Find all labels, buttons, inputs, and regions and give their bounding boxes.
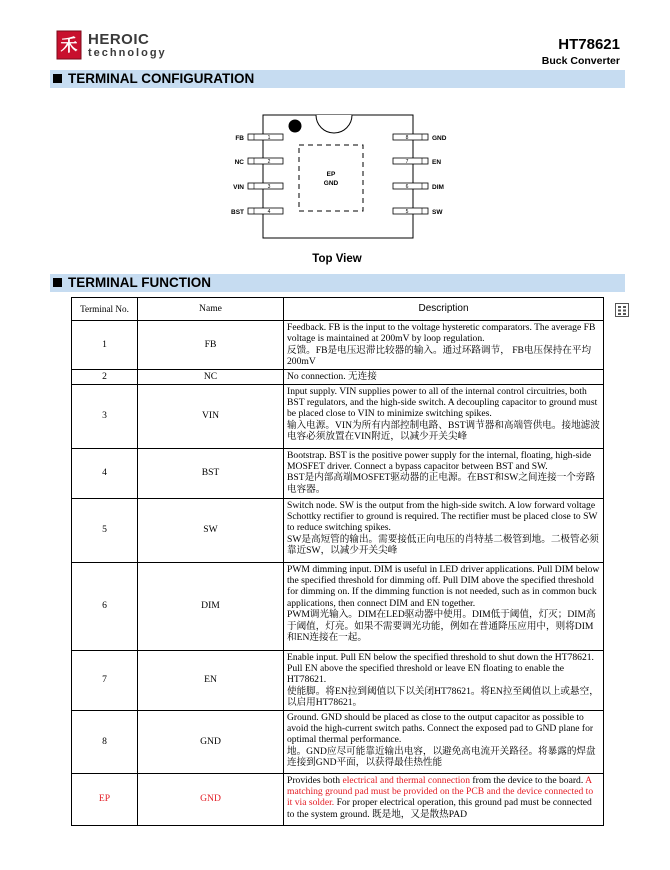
package-body (263, 115, 413, 238)
terminal-name: VIN (138, 384, 284, 448)
terminal-name: BST (138, 448, 284, 498)
pin-number: 7 (405, 159, 409, 165)
terminal-description: PWM dimming input. DIM is useful in LED driver applications. Pull DIM below the specified threshold for dimming off. Pull DIM above the specified threshold for dimming on. If the dimming function is not needed, such as in common buck applications, then connect DIM and EN together. PWM调光输入。DIM在LED驱动器中使用。DIM低于阈值，灯灭；DIM高于阈值，灯亮。如果不需要调光功能，例如在普通降压应用中，则将DIM和EN连接在一起。 (284, 562, 604, 650)
terminal-name: GND (138, 710, 284, 773)
terminal-no: 1 (72, 321, 138, 370)
part-description: Buck Converter (541, 55, 620, 67)
pin-number: 6 (405, 184, 409, 190)
section-header-configuration (50, 70, 625, 88)
pin-number: 8 (405, 135, 409, 141)
terminal-name: DIM (138, 562, 284, 650)
terminal-no: 7 (72, 650, 138, 710)
terminal-description: Enable input. Pull EN below the specified threshold to shut down the HT78621. Pull EN above the specified threshold or leave EN floating to enable the HT78621. 使能脚。将EN拉到阈值以下以关闭HT78621。将EN拉至阈值以上或悬空，以启用HT78621。 (284, 650, 604, 710)
terminal-no: 5 (72, 498, 138, 562)
pin-name: EN (432, 159, 442, 166)
terminal-description: Bootstrap. BST is the positive power supply for the internal, floating, high-side MOSFET driver. Connect a bypass capacitor between BST and SW. BST是内部高端MOSFET驱动器的正电源。在BST和SW之间连接一个旁路电容器。 (284, 448, 604, 498)
pin-name: FB (235, 135, 244, 142)
terminal-description: Switch node. SW is the output from the high-side switch. A low forward voltage Schottky rectifier to ground is required. The rectifier must be placed close to SW to reduce switching spikes. SW是高短管的输出。需要接低正向电压的肖特基二极管到地。二极管必须靠近SW，以减少开关尖峰 (284, 498, 604, 562)
terminal-name: EN (138, 650, 284, 710)
table-row (72, 384, 604, 448)
pin-number: 2 (267, 159, 271, 165)
pin1-marker-icon (289, 120, 302, 133)
terminal-no: 6 (72, 562, 138, 650)
bullet-square-icon (53, 74, 62, 83)
section-title: TERMINAL CONFIGURATION (68, 71, 255, 86)
table-row (72, 498, 604, 562)
pin-number: 3 (267, 184, 271, 190)
terminal-description: Feedback. FB is the input to the voltage hysteretic comparators. The average FB voltage is maintained at 200mV by loop regulation. 反馈。FB是电压迟滞比较器的输入。通过环路调节， FB电压保持在平均200mV (284, 321, 604, 370)
section-header-function (50, 274, 625, 292)
section-title: TERMINAL FUNCTION (68, 275, 211, 290)
table-grid-icon[interactable] (614, 302, 630, 318)
pin-number: 4 (267, 209, 271, 215)
pin-name: BST (231, 209, 244, 216)
table-row (72, 710, 604, 773)
table-row (72, 650, 604, 710)
pin-number: 5 (405, 209, 409, 215)
logo-mark-icon (56, 30, 82, 60)
package-pinout-diagram (228, 110, 448, 245)
svg-text:禾: 禾 (60, 36, 78, 56)
table-row (72, 562, 604, 650)
header-description: Description (284, 298, 604, 321)
pin-name: SW (432, 209, 443, 216)
table-row (72, 448, 604, 498)
terminal-description: No connection. 无连接 (284, 369, 604, 384)
header-terminal-no: Terminal No. (72, 298, 138, 321)
terminal-no: 3 (72, 384, 138, 448)
bullet-square-icon (53, 278, 62, 287)
terminal-no: EP (72, 773, 138, 825)
table-header-row (72, 298, 604, 321)
terminal-name: FB (138, 321, 284, 370)
pin-number: 1 (267, 135, 271, 141)
pin-name: GND (432, 135, 447, 142)
terminal-no: 8 (72, 710, 138, 773)
terminal-name: GND (138, 773, 284, 825)
terminal-description: Provides both electrical and thermal connection from the device to the board. A matching ground pad must be provided on the PCB and the device connected to it via solder. For proper electrical operation, this ground pad must be connected to the system ground. 既是地，又是散热PAD (284, 773, 604, 825)
terminal-name: NC (138, 369, 284, 384)
pin-name: VIN (233, 184, 244, 191)
pad-label-ep: EP (326, 171, 336, 178)
part-number: HT78621 (558, 36, 620, 53)
brand-subtitle: technology (88, 47, 167, 59)
pin-name: DIM (432, 184, 444, 191)
terminal-description: Input supply. VIN supplies power to all of the internal control circuitries, both BST regulators, and the high-side switch. A decoupling capacitor to ground must be placed close to VIN to minimize switching spikes. 输入电源。VIN为所有内部控制电路、BST调节器和高端管供电。接地滤波电容必须放置在VIN附近，以减少开关尖峰 (284, 384, 604, 448)
diagram-caption: Top View (312, 253, 362, 265)
table-row (72, 369, 604, 384)
brand-name: HEROIC (88, 31, 150, 48)
terminal-no: 4 (72, 448, 138, 498)
terminal-function-table (71, 297, 604, 826)
pad-label-gnd: GND (323, 180, 339, 187)
table-row (72, 321, 604, 370)
company-logo (56, 30, 176, 64)
terminal-description: Ground. GND should be placed as close to the output capacitor as possible to avoid the high-current switch paths. Connect the exposed pad to GND plane for optimal thermal performance. 地。GND应尽可能靠近输出电容，以避免高电流开关路径。将暴露的焊盘连接到GND平面，以获得最佳热性能 (284, 710, 604, 773)
terminal-no: 2 (72, 369, 138, 384)
pin-name: NC (234, 159, 244, 166)
terminal-name: SW (138, 498, 284, 562)
header-name: Name (138, 298, 284, 321)
table-row (72, 773, 604, 825)
